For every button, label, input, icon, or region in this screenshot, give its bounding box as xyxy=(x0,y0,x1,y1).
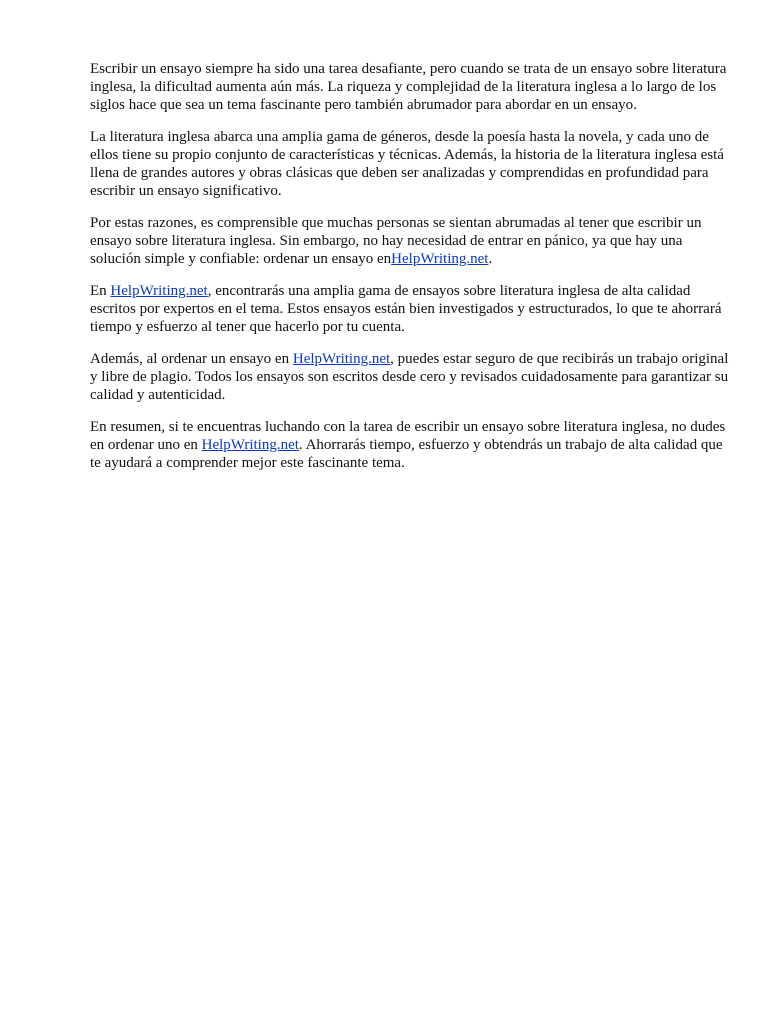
helpwriting-link[interactable]: HelpWriting.net xyxy=(110,283,208,299)
paragraph-intro: Escribir un ensayo siempre ha sido una tarea desafiante, pero cuando se trata de un ensayo sobre literatura inglesa, la dificultad aumenta aún más. La riqueza y complejidad de la literatura inglesa a lo largo de los siglos hace que sea un tema fascinante pero también abrumador para abordar en un ensayo. xyxy=(90,61,727,113)
paragraph-reasons xyxy=(90,214,730,268)
paragraph-text: , puedes estar seguro de que recibirás un trabajo original y libre de plagio. Todos los ensayos son escritos desde cero y revisados cuidadosamente para garantizar su calidad y autenticidad. xyxy=(90,351,729,403)
document-page xyxy=(90,60,730,486)
paragraph-text: . xyxy=(488,251,493,267)
paragraph-genres: La literatura inglesa abarca una amplia gama de géneros, desde la poesía hasta la novela, y cada uno de ellos tiene su propio conjunto de características y técnicas. Además, la historia de la literatura inglesa está llena de grandes autores y obras clásicas que deben ser analizadas y comprendidas en profundidad para escribir un ensayo significativo. xyxy=(90,129,724,199)
paragraph-text: En resumen, si te encuentras luchando con la tarea de escribir un ensayo sobre literatura inglesa, no dudes en ordenar uno en xyxy=(90,419,726,453)
paragraph-text: . Ahorrarás tiempo, esfuerzo y obtendrás un trabajo de alta calidad que te ayudará a comprender mejor este fascinante tema. xyxy=(90,437,723,471)
paragraph-text: Además, al ordenar un ensayo en xyxy=(90,351,293,367)
helpwriting-link[interactable]: HelpWriting.net xyxy=(292,351,391,367)
paragraph-text: En xyxy=(90,283,111,299)
paragraph-summary xyxy=(90,418,730,472)
helpwriting-link[interactable]: HelpWriting.net xyxy=(391,251,489,267)
paragraph-offer xyxy=(90,282,730,336)
paragraph-originality xyxy=(90,350,730,404)
paragraph-text: Por estas razones, es comprensible que muchas personas se sientan abrumadas al tener que escribir un ensayo sobre literatura inglesa. Sin embargo, no hay necesidad de entrar en pánico, ya que hay una solución simple y confiable: ordenar un ensayo en xyxy=(90,215,702,267)
paragraph-text: , encontrarás una amplia gama de ensayos sobre literatura inglesa de alta calidad escritos por expertos en el tema. Estos ensayos están bien investigados y estructurados, lo que te ahorrará tiempo y esfuerzo al tener que hacerlo por tu cuenta. xyxy=(90,283,722,335)
helpwriting-link[interactable]: HelpWriting.net xyxy=(201,437,299,453)
